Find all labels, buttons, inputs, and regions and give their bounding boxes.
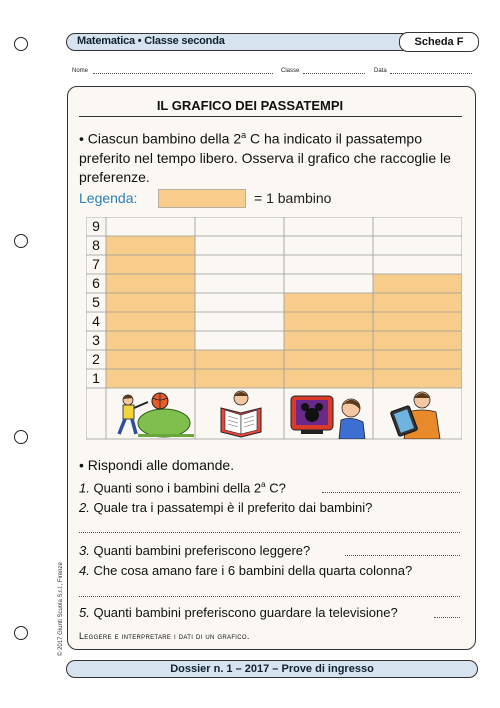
data-field[interactable]	[390, 73, 472, 74]
question-text: Quanti sono i bambini della 2	[93, 480, 262, 496]
question-text: Quanti bambini preferiscono guardare la televisione?	[93, 605, 398, 620]
question-text: Che cosa amano fare i 6 bambini della quarta colonna?	[93, 563, 413, 578]
answer-line-2[interactable]	[79, 532, 460, 533]
nome-field[interactable]	[93, 73, 273, 74]
bar-3	[284, 293, 373, 388]
intro-sup: a	[241, 130, 247, 140]
answer-line-5[interactable]	[434, 617, 460, 618]
question-number: 2.	[79, 500, 90, 515]
question-number: 5.	[79, 605, 90, 620]
classe-label: Classe	[281, 68, 300, 74]
question-3	[79, 543, 310, 558]
y-tick-label: 6	[92, 275, 100, 291]
question-text: Quale tra i passatempi è il preferito dai bambini?	[93, 500, 373, 515]
footer-bar: Dossier n. 1 – 2017 – Prove di ingresso	[66, 660, 478, 678]
y-tick-label: 4	[92, 313, 100, 329]
data-label: Data	[374, 68, 387, 74]
bar-chart	[86, 217, 462, 440]
questions-heading: • Rispondi alle domande.	[79, 457, 235, 473]
scheda-badge: Scheda F	[399, 32, 479, 52]
intro-text-part: C ha indicato il passatempo preferito nel tempo libero. Osserva il grafico che raccoglie le preferenze.	[79, 130, 451, 185]
binder-hole-3	[14, 430, 28, 444]
y-tick-label: 3	[92, 332, 100, 348]
question-1	[79, 480, 286, 495]
nome-label: Nome	[72, 68, 89, 74]
binder-hole-2	[14, 234, 28, 248]
legend-text: = 1 bambino	[254, 190, 332, 206]
question-sup: a	[261, 480, 266, 489]
skill-note: Leggere e interpretare i dati di un grafico.	[79, 631, 250, 641]
intro-text-part: • Ciascun bambino della 2	[79, 130, 242, 147]
worksheet-title: IL GRAFICO DEI PASSATEMPI	[156, 98, 344, 113]
copyright-note: © 2017 Giunti Scuola S.r.l., Firenze	[58, 562, 64, 656]
question-4	[79, 563, 412, 578]
tablet-icon	[374, 388, 462, 439]
legend-label: Legenda:	[79, 190, 138, 206]
y-tick-label: 7	[92, 256, 100, 272]
television-icon	[285, 388, 373, 439]
subject-title: Matematica • Classe seconda	[77, 35, 225, 47]
legend-swatch	[158, 189, 246, 208]
question-number: 1.	[79, 480, 90, 496]
question-text: C?	[265, 480, 286, 496]
binder-hole-1	[14, 37, 28, 51]
reading-book-icon	[197, 388, 285, 439]
y-tick-label: 5	[92, 294, 100, 310]
y-tick-label: 9	[92, 218, 100, 234]
question-2	[79, 500, 372, 515]
classe-field[interactable]	[303, 73, 365, 74]
answer-line-4[interactable]	[79, 596, 460, 597]
answer-line-3[interactable]	[345, 555, 460, 556]
title-divider	[79, 116, 462, 117]
question-number: 4.	[79, 563, 90, 578]
y-tick-label: 2	[92, 351, 100, 367]
binder-hole-4	[14, 626, 28, 640]
y-tick-label: 1	[92, 370, 100, 386]
intro-text	[79, 126, 469, 187]
header-bar	[66, 33, 478, 51]
question-text: Quanti bambini preferiscono leggere?	[93, 543, 311, 558]
answer-line-1[interactable]	[322, 492, 460, 493]
question-5	[79, 605, 398, 620]
question-number: 3.	[79, 543, 90, 558]
y-tick-label: 8	[92, 237, 100, 253]
outdoor-play-icon	[108, 388, 196, 439]
